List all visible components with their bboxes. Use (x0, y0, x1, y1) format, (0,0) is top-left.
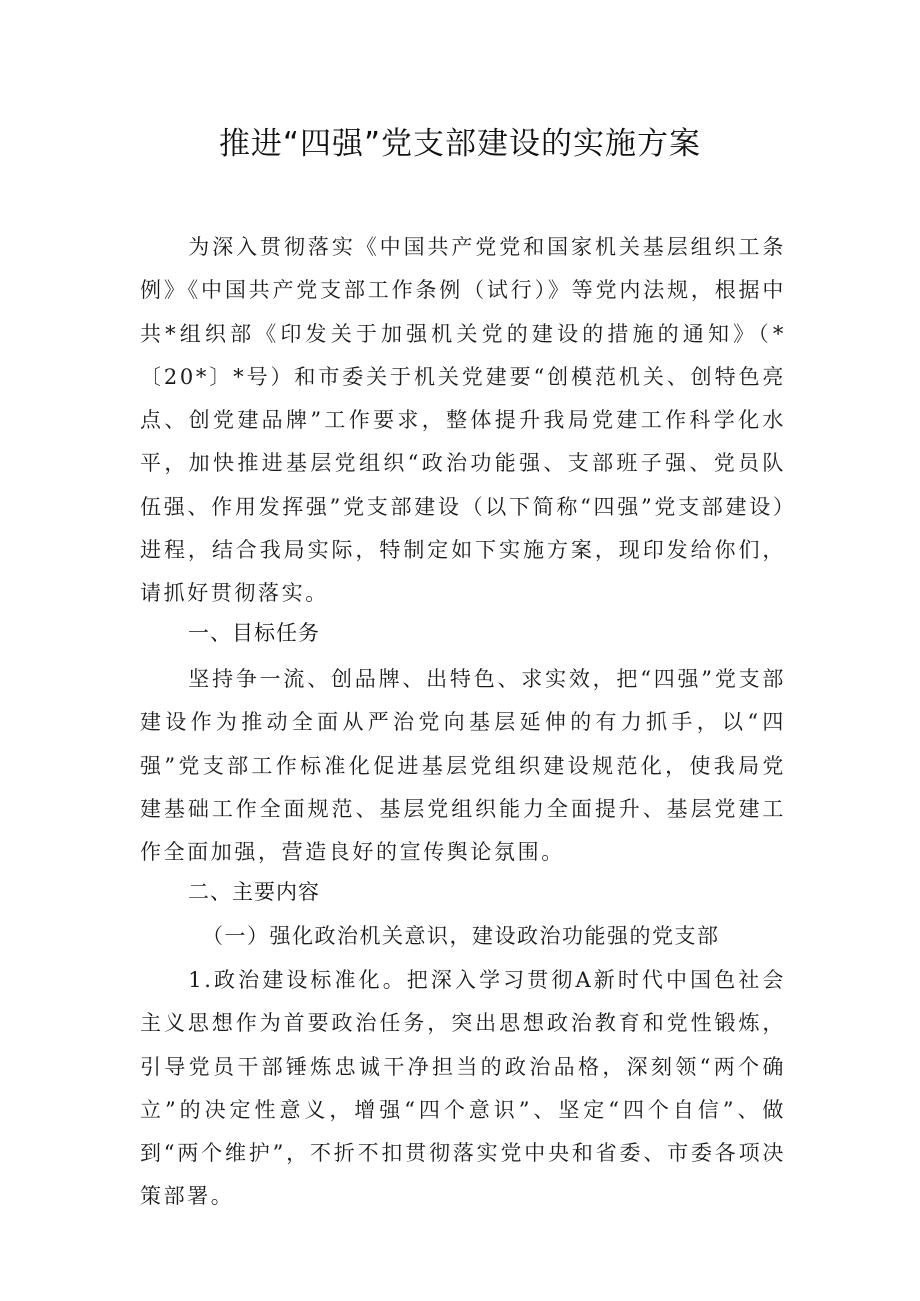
intro-paragraph (140, 226, 786, 616)
intro-text: 为深入贯彻落实《中国共产党党和国家机关基层组织工条例》《中国共产党支部工作条例（试行）》等党内法规，根据中共*组织部《印发关于加强机关党的建设的措施的通知》（*〔20*〕*号）和市委关于机关党建要“创模范机关、创特色亮点、创党建品牌”工作要求，整体提升我局党建工作科学化水平，加快推进基层党组织“政治功能强、支部班子强、党员队伍强、作用发挥强”党支部建设（以下简称“四强”党支部建设）进程，结合我局实际，特制定如下实施方案，现印发给你们，请抓好贯彻落实。 (140, 235, 786, 606)
section-goals-text: 坚持争一流、创品牌、出特色、求实效，把“四强”党支部建设作为推动全面从严治党向基层延伸的有力抓手，以“四强”党支部工作标准化促进基层党组织建设规范化，使我局党建基础工作全面规范、基层党组织能力全面提升、基层党建工作全面加强，营造良好的宣传舆论氛围。 (140, 667, 786, 865)
section-heading-goals: 一、目标任务 (188, 621, 320, 645)
section-heading-content: 二、主要内容 (188, 880, 320, 904)
item-political-paragraph (140, 959, 786, 1219)
item-political-text: 1.政治建设标准化。把深入学习贯彻A新时代中国色社会主义思想作为首要政治任务，突出思想政治教育和党性锻炼，引导党员干部锤炼忠诚干净担当的政治品格，深刻领“两个确立”的决定性意义，增强“四个意识”、坚定“四个自信”、做到“两个维护”，不折不扣贯彻落实党中央和省委、市委各项决策部署。 (140, 968, 786, 1209)
subsection-heading-political: （一）强化政治机关意识，建设政治功能强的党支部 (202, 924, 720, 948)
section-goals-paragraph (140, 658, 786, 874)
document-title: 推进“四强”党支部建设的实施方案 (218, 126, 702, 162)
